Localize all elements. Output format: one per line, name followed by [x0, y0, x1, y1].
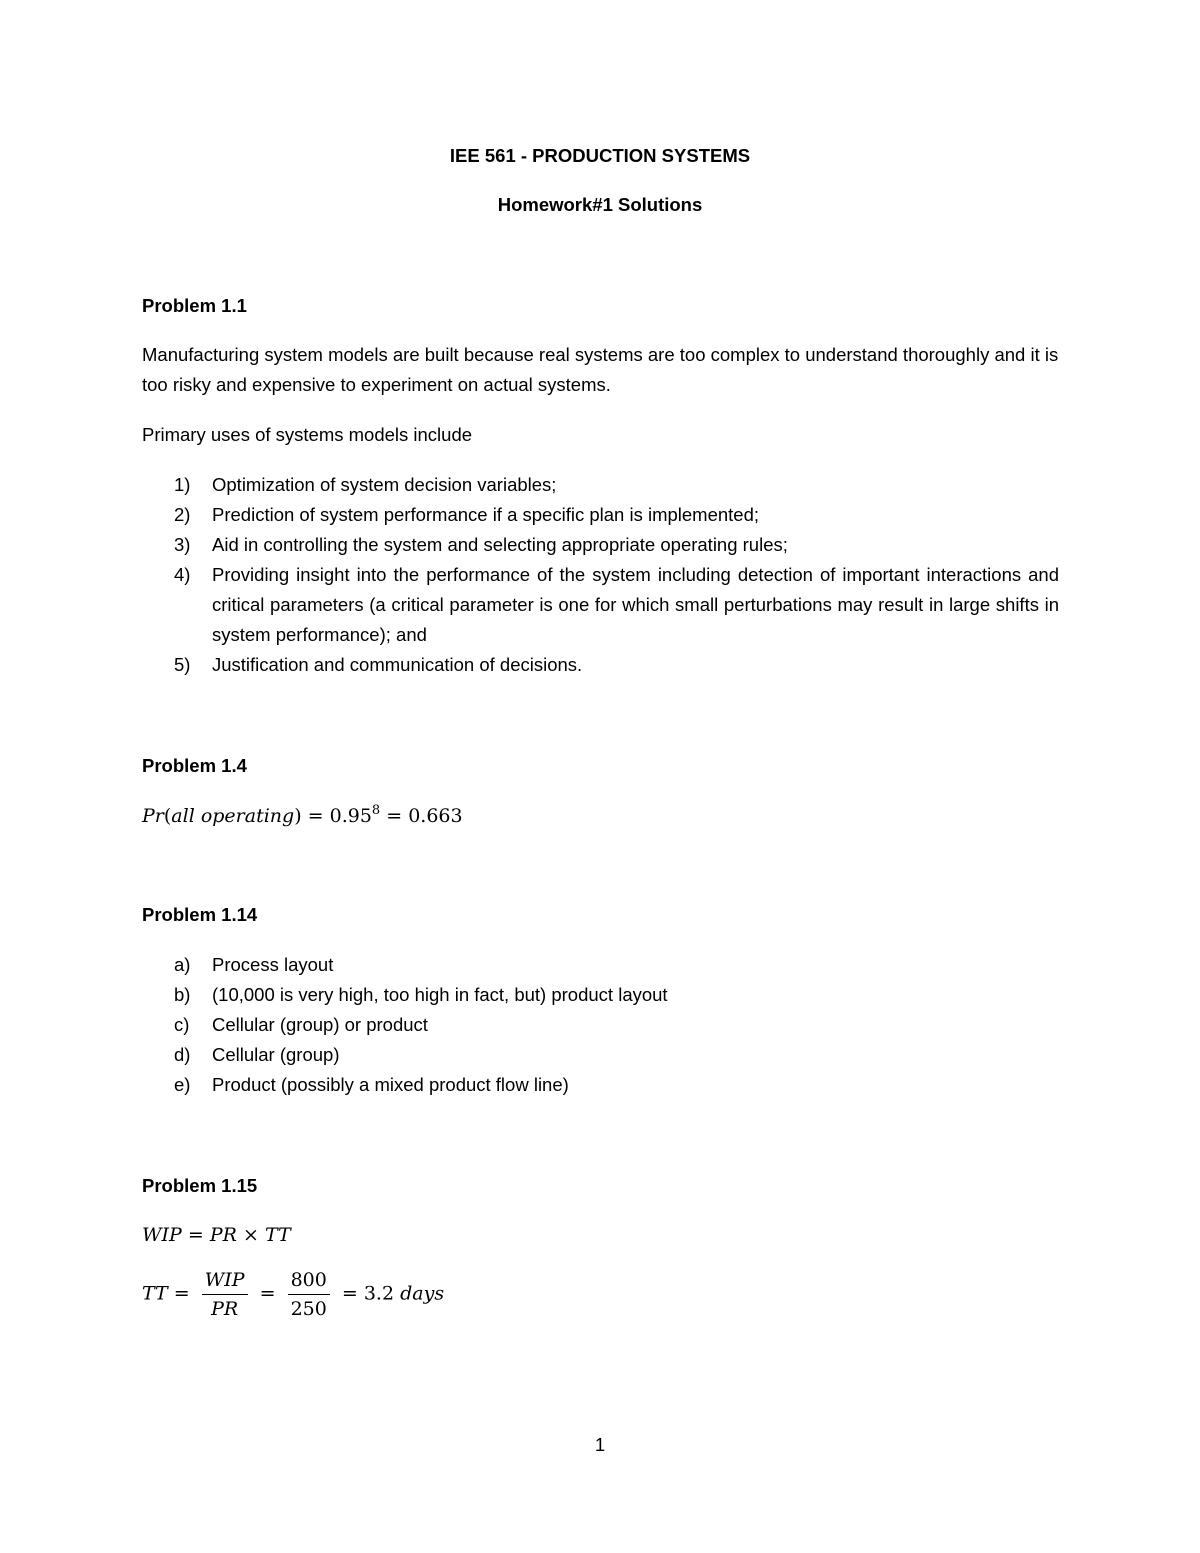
page-number: 1 [594, 1434, 606, 1455]
list-item-text: Providing insight into the performance of the system including detection of important interactions and critical parameters (a critical parameter is one for which small perturbations may result in large shifts in system performance); and [212, 564, 1059, 645]
problem-1-1-heading: Problem 1.1 [142, 295, 247, 316]
uses-intro: Primary uses of systems models include [142, 424, 473, 445]
math-var: TT [142, 1282, 168, 1305]
list-marker: 3) [174, 534, 191, 555]
math-equals: = [187, 1224, 204, 1246]
list-item [142, 650, 1059, 680]
fraction-denominator: PR [211, 1298, 239, 1320]
list-marker: e) [174, 1074, 191, 1095]
list-item-text: Optimization of system decision variables; [212, 474, 557, 495]
math-var: WIP [142, 1224, 182, 1246]
list-item-text: Process layout [212, 954, 334, 975]
list-item [142, 470, 1059, 500]
wip-equation [142, 1220, 1059, 1250]
list-marker: 4) [174, 564, 191, 585]
fraction-denominator: 250 [290, 1298, 327, 1320]
list-item-text: Cellular (group) or product [212, 1014, 428, 1035]
list-item [142, 950, 1059, 980]
list-item [142, 560, 1059, 650]
list-item-text: Prediction of system performance if a specific plan is implemented; [212, 504, 760, 525]
math-arg: all operating [171, 805, 295, 827]
fraction-numerator: 800 [288, 1266, 330, 1295]
list-item-text: Justification and communication of decisions. [212, 654, 583, 675]
math-equals: = [386, 805, 403, 827]
list-marker: c) [174, 1014, 190, 1035]
tt-equation [142, 1266, 1059, 1323]
list-item-text: Product (possibly a mixed product flow line) [212, 1074, 569, 1095]
math-equals: = [341, 1282, 358, 1305]
list-marker: 1) [174, 474, 191, 495]
math-times: × [242, 1224, 259, 1246]
problem-1-1-paragraph [142, 340, 1059, 400]
list-marker: b) [174, 984, 191, 1005]
course-title: IEE 561 - PRODUCTION SYSTEMS [449, 145, 751, 166]
math-base: 0.95 [329, 805, 372, 827]
math-var: TT [264, 1224, 291, 1246]
intro-paragraph: Manufacturing system models are built because real systems are too complex to understand thoroughly and it is too risky and expensive to experiment on actual systems. [142, 344, 1059, 395]
math-exponent: 8 [371, 803, 381, 818]
list-item [142, 530, 1059, 560]
math-equals: = [259, 1282, 276, 1305]
list-item-text: (10,000 is very high, too high in fact, but) product layout [212, 984, 668, 1005]
math-unit: days [400, 1282, 445, 1305]
list-marker: 5) [174, 654, 191, 675]
list-item [142, 1040, 1059, 1070]
problem-1-15-heading: Problem 1.15 [142, 1175, 258, 1196]
problem-1-4-equation: Pr(all operating) = 0.95$^8$ = 0.663 [142, 803, 463, 827]
list-item [142, 1010, 1059, 1040]
fraction-800-250 [288, 1266, 330, 1323]
math-equals: = [173, 1282, 190, 1305]
list-item [142, 500, 1059, 530]
fraction-numerator: WIP [202, 1266, 248, 1295]
math-result: 0.663 [408, 805, 463, 827]
list-marker: a) [174, 954, 191, 975]
document-title: Homework#1 Solutions [497, 194, 703, 215]
layout-list [142, 950, 1059, 1100]
list-item [142, 980, 1059, 1010]
list-item-text: Cellular (group) [212, 1044, 340, 1065]
math-var: PR [209, 1224, 237, 1246]
problem-1-14-heading: Problem 1.14 [142, 904, 258, 925]
list-item-text: Aid in controlling the system and selecting appropriate operating rules; [212, 534, 788, 555]
fraction-wip-pr [202, 1266, 248, 1323]
list-item [142, 1070, 1059, 1100]
uses-list [142, 470, 1059, 680]
math-fn: Pr [142, 805, 164, 827]
list-marker: 2) [174, 504, 191, 525]
problem-1-4-heading: Problem 1.4 [142, 755, 247, 776]
list-marker: d) [174, 1044, 191, 1065]
math-value: 3.2 [363, 1282, 395, 1305]
math-equals: = [307, 805, 324, 827]
